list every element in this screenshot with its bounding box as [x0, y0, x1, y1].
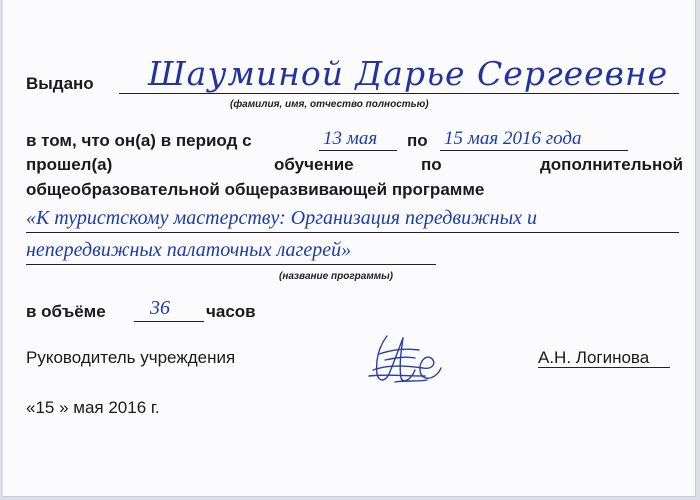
- recipient-name: Шауминой Дарье Сергеевне: [148, 54, 669, 93]
- program-underline-1: [26, 232, 679, 233]
- body-word-additional: дополнительной: [540, 155, 684, 174]
- period-to-word: по: [407, 131, 428, 150]
- program-line-2: непередвижных палаточных лагерей»: [26, 239, 352, 261]
- hours-underline: [134, 321, 204, 322]
- issue-date: «15 » мая 2016 г.: [26, 398, 160, 417]
- signature-image: [365, 330, 447, 388]
- volume-unit: часов: [206, 302, 256, 321]
- period-prefix: в том, что он(а) в период с: [26, 131, 252, 150]
- head-name-underline: [538, 367, 670, 368]
- head-title: Руководитель учреждения: [26, 348, 236, 367]
- volume-label: в объёме: [26, 302, 106, 321]
- period-to: 15 мая 2016 года: [444, 128, 582, 149]
- body-word-on: по: [421, 155, 442, 174]
- period-from: 13 мая: [323, 128, 378, 149]
- certificate-sheet: [3, 0, 696, 497]
- head-name: А.Н. Логинова: [538, 348, 650, 367]
- to-underline: [440, 150, 628, 151]
- volume-hours: 36: [150, 297, 170, 319]
- program-underline-2: [26, 264, 436, 265]
- body-line-2: общеобразовательной общеразвивающей программе: [26, 180, 485, 199]
- program-line-1: «К туристскому мастерству: Организация передвижных и: [26, 207, 538, 229]
- body-word-passed: прошел(а): [26, 155, 113, 174]
- recipient-hint: (фамилия, имя, отчество полностью): [230, 99, 429, 110]
- from-underline: [319, 150, 397, 151]
- issued-label: Выдано: [26, 74, 94, 93]
- recipient-underline: [119, 93, 679, 94]
- body-word-training: обучение: [274, 155, 354, 174]
- program-hint: (название программы): [279, 271, 393, 282]
